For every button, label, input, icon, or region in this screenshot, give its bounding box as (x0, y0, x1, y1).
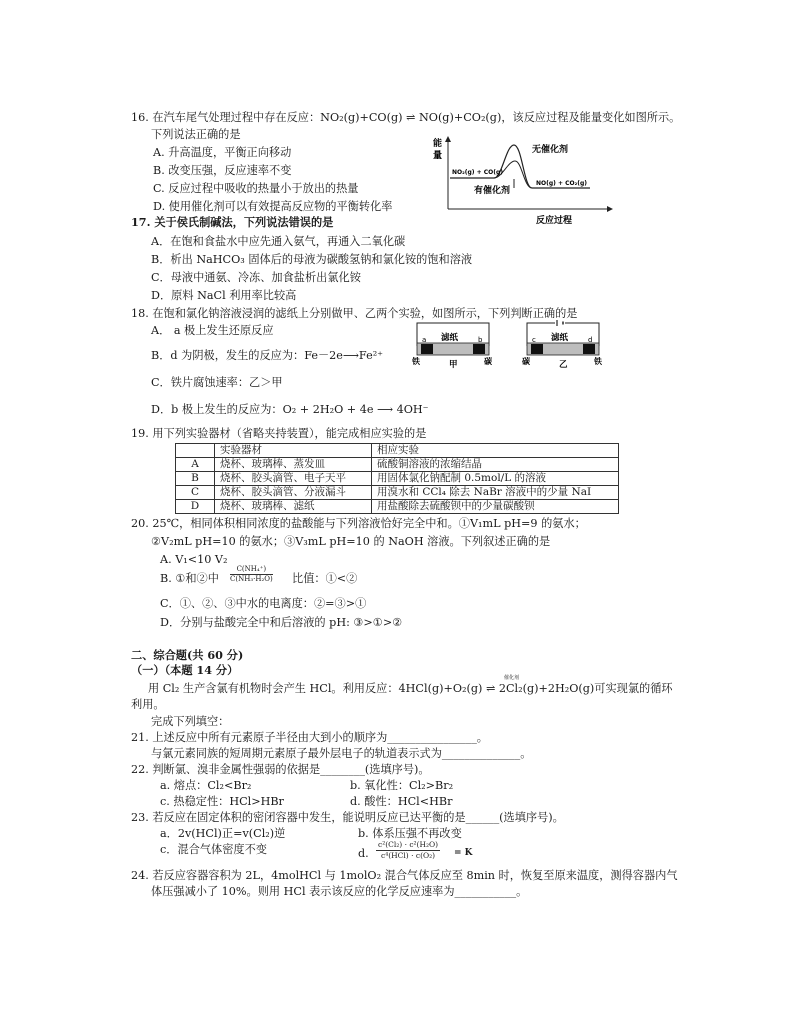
no-catalyst-label: 无催化剂 (532, 145, 569, 155)
q19-table (175, 443, 619, 514)
q20-stem: 20. 25℃，相同体积相同浓度的盐酸能与下列溶液恰好完全中和。①V₁mL pH=9 的氨水； (131, 517, 586, 530)
table-row (176, 458, 619, 472)
q20-option-c: C．①、②、③中水的电离度：②=③>① (160, 597, 367, 610)
cell-name: 甲 (449, 360, 458, 370)
table-row (176, 472, 619, 486)
q22-option-c: c. 热稳定性：HCl>HBr (160, 795, 284, 808)
q23: 23. 若反应在固定体积的密闭容器中发生，能说明反应已达平衡的是______(选填序号)。 (131, 811, 564, 824)
with-catalyst-label: 有催化剂 (474, 186, 511, 196)
q17-stem: 17. 关于侯氏制碱法，下列说法错误的是 (131, 215, 334, 229)
fraction-denominator: c⁴(HCl) · c(O₂) (381, 851, 436, 860)
metal-left: 铁 (412, 357, 420, 366)
metal-right: 碳 (484, 357, 492, 366)
table-header-cell: 相应实验 (372, 444, 619, 458)
fraction-numerator: C(NH₄⁺) (230, 565, 273, 575)
right-electrode (473, 344, 485, 354)
q17-option-a: A．在饱和食盐水中应先通入氨气，再通入二氧化碳 (151, 235, 406, 248)
table-cell: D (176, 500, 215, 514)
q20-stem-2: ②V₂mL pH=10 的氨水；③V₃mL pH=10 的 NaOH 溶液。下列叙述正确的是 (151, 535, 551, 548)
q24: 24. 若反应容器容积为 2L，4molHCl 与 1molO₂ 混合气体反应至 8min 时，恢复至原来温度，测得容器内气 (131, 869, 678, 882)
table-row (176, 486, 619, 500)
q22: 22. 判断氯、溴非金属性强弱的依据是________(选填序号)。 (131, 763, 430, 776)
q21-b: 与氯元素同族的短周期元素原子最外层电子的轨道表示式为______________。 (151, 747, 532, 760)
table-cell: 用溴水和 CCl₄ 除去 NaBr 溶液中的少量 NaI (372, 486, 619, 500)
paper-label: 滤纸 (551, 333, 569, 343)
q17-option-b: B．析出 NaHCO₃ 固体后的母液为碳酸氢钠和氯化铵的饱和溶液 (151, 253, 473, 266)
left-electrode (421, 344, 433, 354)
q22-option-b: b. 氧化性：Cl₂>Br₂ (350, 779, 454, 792)
metal-right: 铁 (594, 357, 602, 366)
left-electrode (531, 344, 543, 354)
q16-stem: 16. 在汽车尾气处理过程中存在反应：NO₂(g)+CO(g) ⇌ NO(g)+CO₂(g)，该反应过程及能量变化如图所示。 (131, 111, 681, 124)
products-label: NO(g) + CO₂(g) (536, 180, 588, 187)
energy-diagram (428, 133, 618, 225)
paper-label: 滤纸 (441, 333, 459, 343)
q20-option-b-post: 比值：①<② (292, 572, 358, 585)
fraction-denominator: C(NH₃·H₂O) (230, 575, 273, 583)
fraction-numerator: c²(Cl₂) · c²(H₂O) (378, 840, 439, 849)
table-header-row (176, 444, 619, 458)
table-row (176, 500, 619, 514)
q22-option-a: a. 熔点：Cl₂<Br₂ (160, 779, 252, 792)
electrode-c: c (532, 336, 536, 344)
table-header-cell: 实验器材 (215, 444, 372, 458)
table-cell: 用固体氯化钠配制 0.5mol/L 的溶液 (372, 472, 619, 486)
q20-option-b-fraction (230, 565, 273, 584)
q24-b: 体压强减小了 10%。则用 HCl 表示该反应的化学反应速率为___________。 (151, 885, 528, 898)
intro-line-2: 利用。 (131, 698, 165, 711)
right-electrode (583, 344, 595, 354)
intro-line-3: 完成下列填空： (151, 715, 230, 728)
electrode-d: d (588, 336, 593, 344)
q18-option-a: A． a 极上发生还原反应 (151, 324, 274, 337)
q20-option-d: D．分别与盐酸完全中和后溶液的 pH: ③>①>② (160, 616, 403, 629)
metal-left: 碳 (522, 357, 530, 366)
q23-option-d-post: = K (454, 848, 473, 858)
q20-option-a: A. V₁<10 V₂ (160, 553, 228, 566)
q22-option-d: d. 酸性：HCl<HBr (350, 795, 453, 808)
q16-option-d: D. 使用催化剂可以有效提高反应物的平衡转化率 (153, 200, 393, 213)
q23-option-d-fraction (376, 840, 440, 861)
table-header-cell (176, 444, 215, 458)
table-cell: 烧杯、玻璃棒、滤纸 (215, 500, 372, 514)
table-cell: 烧杯、玻璃棒、蒸发皿 (215, 458, 372, 472)
table-cell: A (176, 458, 215, 472)
table-cell: 烧杯、胶头滴管、分液漏斗 (215, 486, 372, 500)
q16-sub: 下列说法正确的是 (151, 128, 241, 141)
section-2-title: 二、综合题(共 60 分) (131, 648, 244, 662)
table-cell: C (176, 486, 215, 500)
table-cell: B (176, 472, 215, 486)
q18-option-d: D．b 极上发生的反应为：O₂ + 2H₂O + 4e ⟶ 4OH⁻ (151, 403, 429, 416)
reactants-label: NO₂(g) + CO(g) (452, 169, 504, 176)
q23-option-a: a．2v(HCl)正=v(Cl₂)逆 (160, 827, 286, 840)
q21: 21. 上述反应中所有元素原子半径由大到小的顺序为________________。 (131, 731, 488, 744)
q19-stem: 19. 用下列实验器材（省略夹持装置），能完成相应实验的是 (131, 427, 427, 440)
q18-option-c: C．铁片腐蚀速率：乙＞甲 (151, 376, 283, 389)
q23-option-c: c．混合气体密度不变 (160, 843, 267, 856)
cell-jia (411, 320, 495, 370)
cell-yi (521, 320, 605, 370)
table-cell: 烧杯、胶头滴管、电子天平 (215, 472, 372, 486)
q16-option-b: B. 改变压强，反应速率不变 (153, 164, 292, 177)
q23-option-d-pre: d. (358, 847, 369, 860)
q23-option-b: b. 体系压强不再改变 (358, 827, 462, 840)
q17-option-d: D．原料 NaCl 利用率比较高 (151, 289, 297, 302)
q20-option-b-pre: B. ①和②中 (160, 572, 219, 585)
cell-name: 乙 (559, 360, 568, 370)
q17-option-c: C．母液中通氨、冷冻、加食盐析出氯化铵 (151, 271, 361, 284)
x-label: 反应过程 (536, 216, 573, 225)
electrode-b: b (478, 336, 483, 344)
table-cell: 硫酸铜溶液的浓缩结晶 (372, 458, 619, 472)
q18-stem: 18. 在饱和氯化钠溶液浸润的滤纸上分别做甲、乙两个实验，如图所示，下列判断正确的是 (131, 307, 578, 320)
catalyst-label: 催化剂 (504, 675, 520, 681)
q16-option-a: A. 升高温度，平衡正向移动 (153, 146, 292, 159)
electrode-a: a (422, 336, 427, 344)
section-2-part-1: （一）（本题 14 分） (131, 663, 239, 677)
y-label-2: 量 (433, 151, 443, 161)
table-cell: 用盐酸除去硫酸钡中的少量碳酸钡 (372, 500, 619, 514)
q16-option-c: C. 反应过程中吸收的热量小于放出的热量 (153, 182, 359, 195)
y-label-1: 能 (433, 139, 443, 149)
q18-option-b: B．d 为阴极，发生的反应为：Fe－2e⟶Fe²⁺ (151, 349, 384, 362)
intro-line-1: 用 Cl₂ 生产含氯有机物时会产生 HCl。利用反应：4HCl(g)+O₂(g) ⇌ 2Cl₂(g)+2H₂O(g)可实现氯的循环 (148, 682, 673, 695)
